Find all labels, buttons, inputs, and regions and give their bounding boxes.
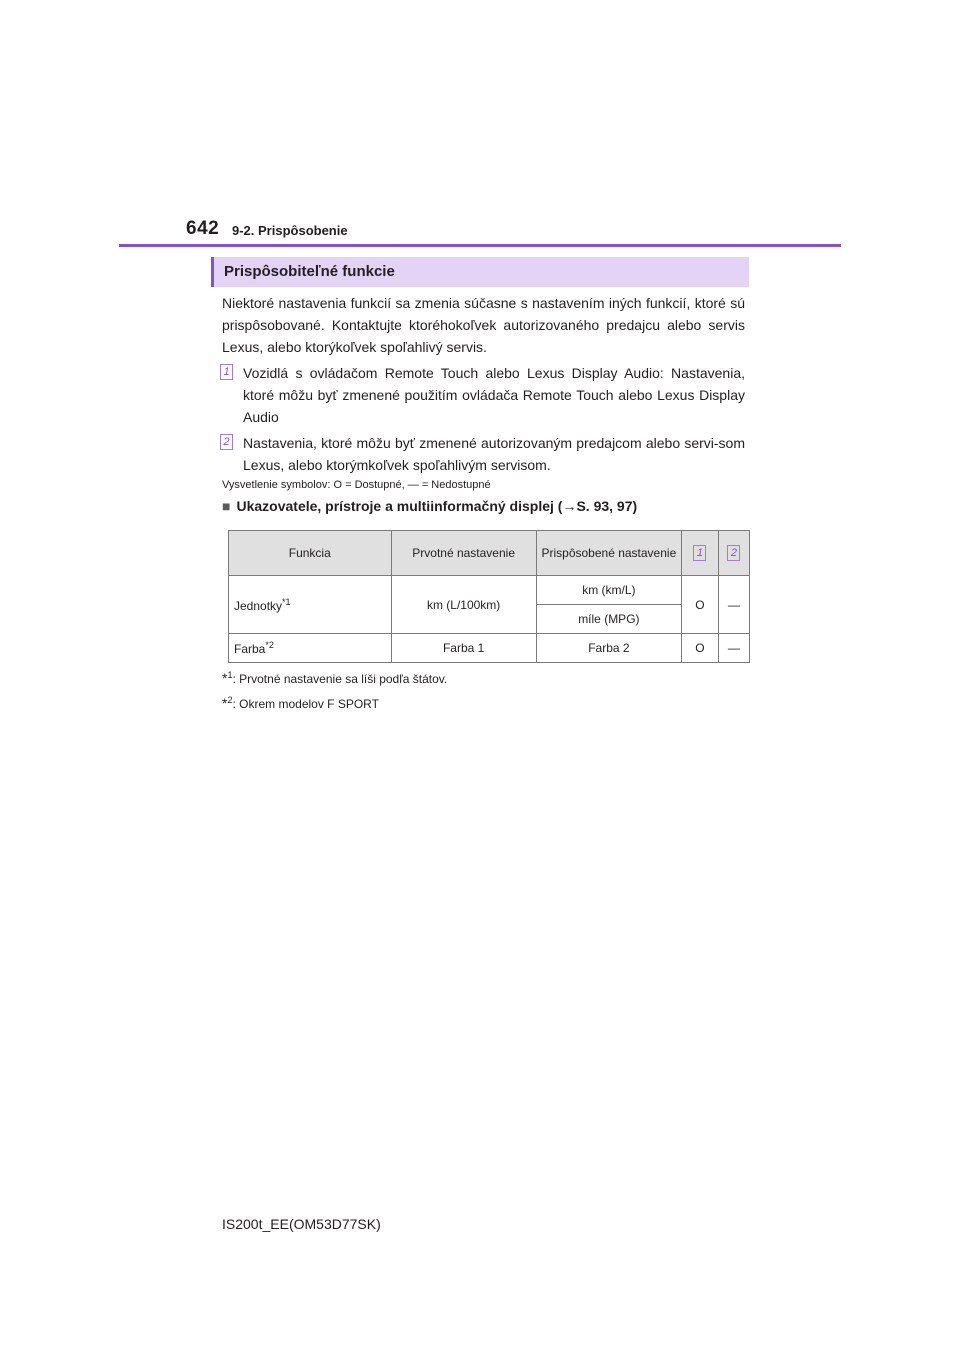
square-bullet-icon: ■ [222, 498, 231, 514]
header-icon-2 [718, 531, 749, 576]
footnote-1: *$^1$: Prvotné nastavenie sa líši podľa štátov. [222, 670, 448, 686]
section-title-box [211, 257, 749, 287]
intro-paragraph: Niektoré nastavenia funkcií sa zmenia súčasne s nastavením iných funkcií, ktoré sú prispôsobované. Kontaktujte ktoréhokoľvek autorizovaného predajcu alebo servis Lexus, alebo ktorýkoľvek spoľahlivý servis. [222, 295, 745, 355]
subheading [222, 498, 637, 514]
row-color-custom: Farba 2 [536, 634, 681, 663]
table-row [229, 576, 750, 605]
row-units-default: km (L/100km) [391, 576, 536, 634]
settings-table [228, 530, 750, 663]
number-1-icon: 1 [220, 364, 233, 380]
row-color-function: Farba$^{*2}$ [229, 634, 392, 663]
document-code: IS200t_EE(OM53D77SK) [222, 1216, 381, 1232]
row-units-col2: — [718, 576, 749, 634]
header-section-title: 9-2. Prispôsobenie [232, 223, 348, 238]
row-color-default: Farba 1 [391, 634, 536, 663]
row-units-function: Jednotky$^{*1}$ [229, 576, 392, 634]
page-number: 642 [186, 218, 220, 239]
row-color-col2: — [718, 634, 749, 663]
table-row [229, 634, 750, 663]
number-2-icon: 2 [220, 434, 233, 450]
row-units-custom-2: míle (MPG) [536, 605, 681, 634]
item-1-text: Vozidlá s ovládačom Remote Touch alebo Lexus Display Audio: Nastavenia, ktoré môžu byť zmenené použitím ovládača Remote Touch alebo Lexus Display Audio [243, 365, 745, 425]
header-divider [119, 244, 841, 247]
subheading-text: Ukazovatele, prístroje a multiinformačný displej (→S. 93, 97) [236, 498, 638, 514]
row-units-col1: O [681, 576, 718, 634]
row-units-custom-1: km (km/L) [536, 576, 681, 605]
header-custom: Prispôsobené nastavenie [536, 531, 681, 576]
header-default: Prvotné nastavenie [391, 531, 536, 576]
header-icon-1 [681, 531, 718, 576]
table-header-row [229, 531, 750, 576]
number-2-icon: 2 [727, 545, 740, 561]
footnote-2: *$^2$: Okrem modelov F SPORT [222, 695, 379, 711]
row-color-col1: O [681, 634, 718, 663]
section-title: Prispôsobiteľné funkcie [224, 263, 395, 280]
symbol-legend: Vysvetlenie symbolov: O = Dostupné, — = Nedostupné [222, 479, 491, 491]
item-2-text: Nastavenia, ktoré môžu byť zmenené autorizovaným predajcom alebo servi-som Lexus, alebo ktorýmkoľvek spoľahlivým servisom. [243, 435, 745, 473]
number-1-icon: 1 [693, 545, 706, 561]
header-function: Funkcia [229, 531, 392, 576]
